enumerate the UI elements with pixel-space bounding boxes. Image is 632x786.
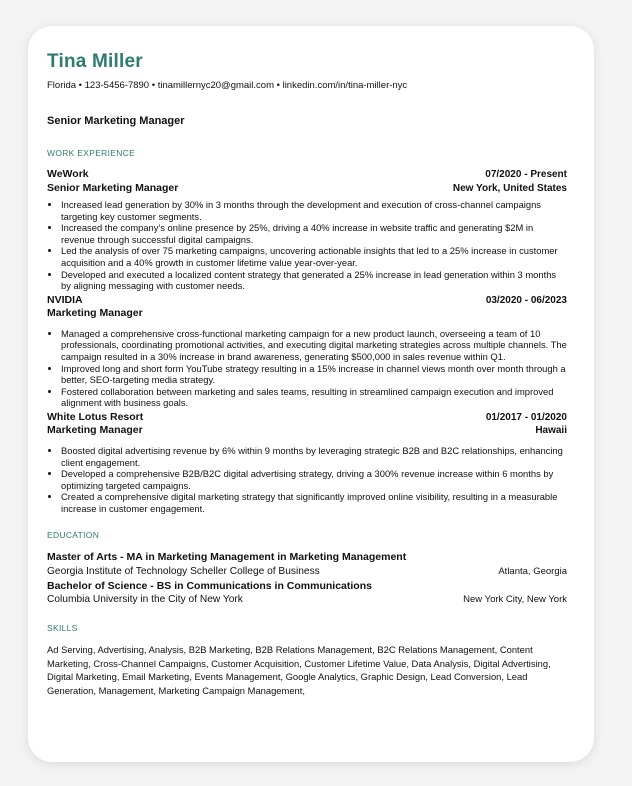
skills-list: Ad Serving, Advertising, Analysis, B2B Marketing, B2B Relations Management, B2C Relations Management, Content Marketing, Cross-Channel Campaigns, Customer Acquisition, Customer Lifetime Value, Data Analysis, Digital Advertising, Digital Marketing, Email Marketing, Events Management, Google Analytics, Graphic Design, Lead Conversion, Lead Generation, Management, Marketing Campaign Management, [47, 644, 551, 696]
job-role: Marketing Manager [47, 424, 143, 437]
job-location: New York, United States [452, 182, 567, 194]
work-experience-heading: WORK EXPERIENCE [47, 148, 136, 158]
job-company: WeWork [47, 168, 89, 180]
job-dates: 03/2020 - 06/2023 [485, 294, 567, 306]
job-role: Senior Marketing Manager [47, 181, 179, 194]
education-school: Columbia University in the City of New York [47, 594, 243, 606]
education-location: New York City, New York [463, 594, 567, 606]
job-dates: 07/2020 - Present [485, 169, 567, 180]
education-entry [47, 551, 567, 578]
education-school: Georgia Institute of Technology Scheller College of Business [47, 565, 320, 577]
job-bullet: • Fostered collaboration between marketing and sales teams, resulting in streamlined campaign execution and improved alignment with business goals. [61, 386, 567, 409]
job-location: Hawaii [535, 425, 567, 437]
job-company: NVIDIA [47, 293, 83, 306]
education-degree: Bachelor of Science - BS in Communications in Communications [47, 579, 372, 592]
job-bullet: • Improved long and short form YouTube strategy resulting in a 15% increase in channel views month over month through a better, SEO-targeting media strategy. [61, 363, 567, 386]
skills-heading: SKILLS [47, 623, 78, 634]
job-bullets [47, 328, 567, 409]
education-degree: Master of Arts - MA in Marketing Management in Marketing Management [47, 551, 407, 564]
job-bullet: • Increased the company's online presence by 25%, driving a 40% increase in website traffic and generating $2M in revenue through successful digital campaigns. [61, 222, 567, 245]
headline-title: Senior Marketing Manager [47, 115, 185, 127]
job-bullets [47, 199, 567, 292]
candidate-name: Tina Miller [47, 51, 143, 72]
job-entry-white-lotus [47, 411, 567, 515]
resume-page [28, 26, 594, 762]
job-bullet: • Led the analysis of over 75 marketing campaigns, uncovering actionable insights that led to a 25% increase in customer acquisition and a 40% growth in customer lifetime value year-over-year. [61, 245, 567, 268]
job-bullet: • Developed a comprehensive B2B/B2C digital advertising strategy, driving a 300% revenue increase within 6 months by optimizing targeted campaigns. [61, 468, 567, 491]
job-bullet: • Managed a comprehensive cross-functional marketing campaign for a new product launch, overseeing a team of 10 professionals, coordinating promotional activities, and executing digital marketing strategies across multiple channels. The campaign resulted in a 30% increase in brand awareness, generating $500,000 in sales revenue within Q1. [61, 328, 567, 363]
job-dates: 01/2017 - 01/2020 [485, 411, 567, 423]
job-bullet: • Created a comprehensive digital marketing strategy that significantly improved online visibility, resulting in a measurable increase in customer engagement. [61, 491, 567, 514]
resume-content [47, 50, 567, 697]
job-bullet: • Increased lead generation by 30% in 3 months through the development and execution of cross-channel campaigns targeting key customer segments. [61, 199, 567, 222]
education-heading: EDUCATION [47, 530, 100, 541]
contact-line: Florida • 123-5456-7890 • tinamillernyc20@gmail.com • linkedin.com/in/tina-miller-nyc [47, 80, 408, 91]
job-bullet: • Developed and executed a localized content strategy that generated a 25% increase in lead generation within 3 months by aligning messaging with customer needs. [61, 269, 567, 292]
job-role: Marketing Manager [47, 307, 143, 320]
education-entry [47, 580, 567, 607]
job-bullet: • Boosted digital advertising revenue by 6% within 9 months by leveraging strategic B2B and B2C relationships, enhancing client engagement. [61, 445, 567, 468]
job-entry-wework [47, 168, 567, 292]
job-bullets [47, 445, 567, 515]
job-company: White Lotus Resort [47, 410, 144, 423]
job-entry-nvidia [47, 294, 567, 409]
education-location: Atlanta, Georgia [498, 565, 567, 577]
